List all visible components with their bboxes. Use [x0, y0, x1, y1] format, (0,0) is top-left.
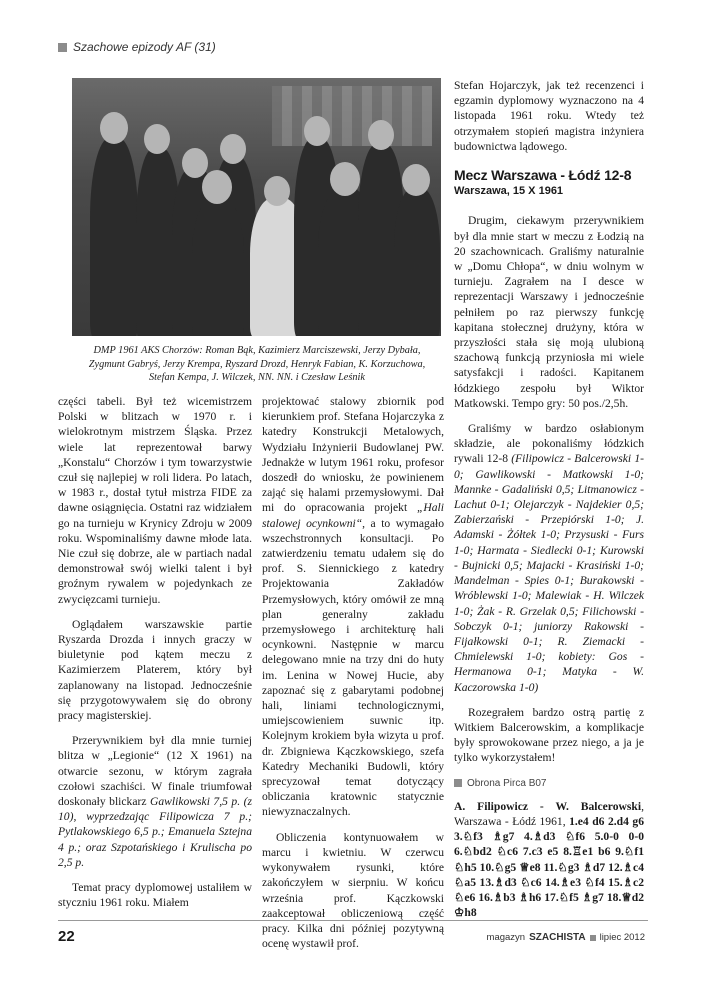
column-2: [262, 394, 444, 961]
running-header: [58, 40, 216, 54]
section-subtitle: Warszawa, 15 X 1961: [454, 185, 564, 198]
opening-square-icon: [454, 779, 462, 787]
opening-label: Obrona Pirca B07: [454, 776, 644, 791]
magazine-name: SZACHISTA: [529, 932, 586, 943]
game-place: , Warszawa - Łódź 1961,: [454, 799, 644, 828]
col3-paragraph-1: Drugim, ciekawym przerywnikiem był dla mnie start w meczu z Łodzią na 20 szachownicach. Graliśmy naturalnie w „Domu Chłopa“, w dniu wolnym w turnieju. Zagrałem na I desce w reprezentacji Warszawy i jednocześnie pełniłem po raz pierwszy funkcję kapitana stołecznej drużyny, która w przyszłości stała się moją ulubioną szachową funkcją przyniosła mi wiele satysfakcji i radości. Kapitanem łódzkiego zespołu był Wiktor Matkowski. Tempo gry: 50 pos./2,5h.: [454, 214, 644, 410]
header-square-icon: [58, 43, 67, 52]
issue-date: lipiec 2012: [599, 932, 645, 943]
col1-paragraph-1: części tabeli. Był też wicemistrzem Polski w blitzach w 1970 r. i wielokrotnym mistrzem Śląska. Przez wiele lat reprezentował barwy „Konstalu“ Chorzów i tym towarzystwie czuł się najlepiej w roli lidera. Po latach, w 1983 r., dostał tytuł mistrza FIDE za dawne osiągnięcia. Ostatni raz widziałem go na turnieju w Krynicy Zdroju w 2009 roku. Wspominaliśmy dawne młode lata. Nie czuł się dobrze, ale w partiach nadal demonstrował swój wielki talent i był groźnym rywalem w pojedynkach ze zwycięzcami turnieju.: [58, 395, 252, 606]
team-photo: [72, 78, 441, 336]
col3-paragraph-0: Stefan Hojarczyk, jak też recenzenci i egzamin dyplomowy wyznaczono na 4 listopada 1961 roku. Wtedy też otrzymałem stopień magistra inżyniera budownictwa lądowego.: [454, 79, 644, 153]
game-score: [454, 799, 644, 921]
col1-paragraph-2: Oglądałem warszawskie partie Ryszarda Drozda i innych graczy w biuletynie pod kątem meczu z Kazimierzem Platerem, który był zaplanowany na listopad. Jednocześnie się przygotowywałem się do obrony pracy magisterskiej.: [58, 617, 252, 723]
series-title: Szachowe epizody AF (31): [73, 40, 216, 54]
column-1: [58, 394, 252, 921]
column-3: [454, 78, 644, 930]
footer-magazine: magazyn SZACHISTA lipiec 2012: [486, 932, 645, 943]
footer-rule: [58, 920, 648, 921]
photo-caption: DMP 1961 AKS Chorzów: Roman Bąk, Kazimierz Marciszewski, Jerzy Dybała, Zygmunt Gabryś, Jerzy Krempa, Ryszard Drozd, Henryk Fabian, K. Korzuchowa, Stefan Kempa, J. Wilczek, NN. NN. i Czesław Leśnik: [88, 345, 426, 383]
col2-paragraph-1: projektować stalowy zbiornik pod kierunkiem prof. Stefana Hojarczyka z katedry Konstrukcji Metalowych, Wydziału Inżynierii Budowlanej PW. Jednakże w lutym 1961 roku, profesor doszedł do wniosku, że powinienem zająć się halami przemysłowymi. Dał mi do opracowania projekt „Hali stalowej ocynkowni“, a to wymagało wszechstronnych konsultacji. Po zatwierdzeniu tematu udałem się do prof. S. Siennickiego z katedry Projektowania Zakładów Przemysłowych, który omówił ze mną plan generalny zakładu przemysłowego i architekturę hali ocynkowni. Następnie w marcu delegowano mnie na trzy dni do huty im. Lenina w Nowej Hucie, aby zapoznać się z gabarytami podobnej hali, liniami technologicznymi, umiejscowieniem suwnic itp. Kolejnym krokiem była wizyta u prof. dr. Zbigniewa Kączkowskiego, szefa Katedry Mechaniki Budowli, który sprecyzował temat dotyczący obliczania kratownic statycznie niewyznaczalnych.: [262, 395, 444, 819]
photo-background-board: [272, 86, 432, 146]
col3-paragraph-3: Rozegrałem bardzo ostrą partię z Witkiem Balcerowskim, a komplikacje były sprowokowane przez niego, a ja je tylko wykorzystałem!: [454, 705, 644, 765]
col1-paragraph-3: Przerywnikiem był dla mnie turniej blitza w „Legionie“ (12 X 1961) na otwarcie sezonu, w którym zagrała czołowi szachiści. W finale triumfował doskonały blickarz Gawlikowski 7,5 p. (z 10), wyprzedzając Filipowicza 7 p.; Pytlakowskiego 6,5 p.; Emanuela Sztejna 4 p.; oraz Szpotańskiego i Krulischa po 2,5 p.: [58, 734, 252, 869]
col3-paragraph-2: Graliśmy w bardzo osłabionym składzie, ale pokonaliśmy łódzkich rywali 12-8 (Filipowicz - Balcerowski 1-0; Gawlikowski - Matkowski 1-0; Mannke - Gadaliński 0,5; Litmanowicz - Lachut 0-1; Olejarczyk - Najdekier 0,5; Zabierzański - Przepiórski 1-0; J. Adamski - Żółtek 1-0; Przysuski - Furs 1-0; Harmata - Siedlecki 0-1; Kurowski - Bujnicki 0,5; Majacki - Krasiński 1-0; Mandelman - Spies 0-1; Burakowski - Wróblewski 1-0; Malewiak - H. Wilczek 1-0; Żak - R. Grzelak 0,5; Filichowski - Sobczyk 0-1; juniorzy Rakowski - Fijałkowski 0-1; R. Ziemacki - Chmielewski 1-0; kobiety: Gos - Hermanowa 0-1; Matyka - W. Kaczorowska 1-0): [454, 422, 644, 694]
col2-paragraph-2: Obliczenia kontynuowałem w marcu i kwietniu. W czerwcu wykonywałem rysunki, które zakończyłem w sierpniu. W końcu września prof. Kączkowski zaakceptował obliczeniową część pracy. Kilka dni później pozytywną ocenę wystawił prof.: [262, 830, 444, 951]
col1-paragraph-4: Temat pracy dyplomowej ustaliłem w styczniu 1961 roku. Miałem: [58, 881, 252, 910]
game-players: A. Filipowicz - W. Balcerowski: [454, 799, 642, 813]
game-moves: 1.e4 d6 2.d4 g6 3.♘f3 ♗g7 4.♗d3 ♘f6 5.0-0 0-0 6.♘bd2 ♘c6 7.c3 e5 8.♖e1 b6 9.♘f1 ♘h5 10.♘g5 ♕e8 11.♘g3 ♗d7 12.♗c4 ♘a5 13.♗d3 ♘c6 14.♗e3 ♘f4 15.♗c2 ♘e6 16.♗b3 ♗h6 17.♘f5 ♗g7 18.♕d2 ♔h8: [454, 814, 644, 920]
section-title: Mecz Warszawa - Łódź 12-8: [454, 167, 632, 184]
footer-square-icon: [590, 935, 596, 941]
page-number: 22: [58, 928, 75, 945]
